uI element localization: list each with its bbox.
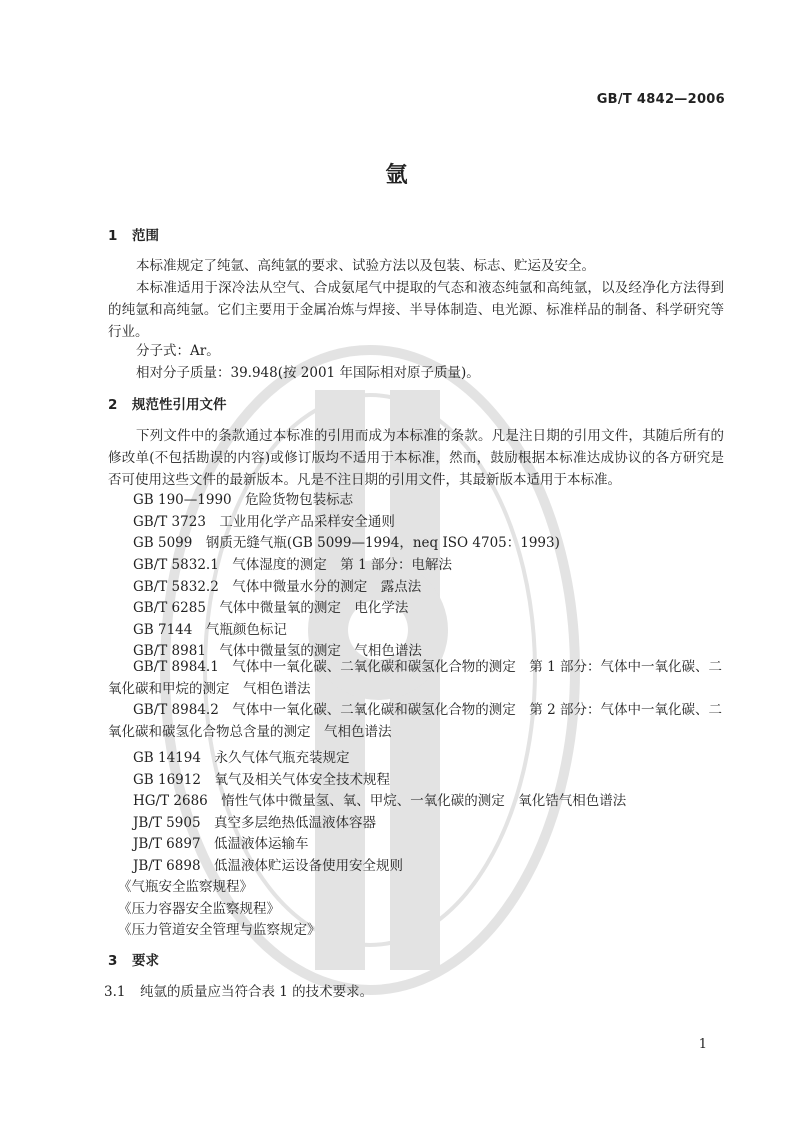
reference-item: GB/T 6285 气体中微量氧的测定 电化学法 xyxy=(133,600,409,616)
reference-item: GB 7144 气瓶颜色标记 xyxy=(133,622,287,638)
reference-item: 《压力容器安全监察规程》 xyxy=(118,901,280,917)
reference-item: GB/T 3723 工业用化学产品采样安全通则 xyxy=(133,514,395,530)
section-title: 要求 xyxy=(132,953,159,969)
reference-item: GB 190—1990 危险货物包装标志 xyxy=(133,492,354,508)
clause-3-1 xyxy=(104,980,373,1000)
reference-item: GB/T 8984.1 气体中一氧化碳、二氧化碳和碳氢化合物的测定 第 1 部分：气体中一氧化碳、二氧化碳和甲烷的测定 气相色谱法 xyxy=(108,659,722,697)
page-number: 1 xyxy=(698,1037,707,1052)
reference-item: GB/T 5832.1 气体湿度的测定 第 1 部分：电解法 xyxy=(133,557,452,573)
reference-item: 《压力管道安全管理与监察规定》 xyxy=(118,922,321,938)
scope-paragraph-2: 本标准适用于深冷法从空气、合成氨尾气中提取的气态和液态纯氩和高纯氩，以及经净化方法得到的纯氩和高纯氩。它们主要用于金属冶炼与焊接、半导体制造、电光源、标准样品的制备、科学研究等行业。 xyxy=(108,280,724,340)
reference-item: JB/T 6897 低温液体运输车 xyxy=(133,836,309,852)
clause-number: 3.1 xyxy=(104,984,126,1000)
reference-item: 《气瓶安全监察规程》 xyxy=(118,879,253,895)
reference-item: HG/T 2686 惰性气体中微量氢、氧、甲烷、一氧化碳的测定 氧化锆气相色谱法 xyxy=(133,793,627,809)
standard-code: GB/T 4842—2006 xyxy=(596,92,725,107)
references-intro: 下列文件中的条款通过本标准的引用而成为本标准的条款。凡是注日期的引用文件，其随后所有的修改单(不包括勘误的内容)或修订版均不适用于本标准，然而，鼓励根据本标准达成协议的各方研究是否可使用这些文件的最新版本。凡是不注日期的引用文件，其最新版本适用于本标准。 xyxy=(108,428,724,488)
clause-text: 纯氩的质量应当符合表 1 的技术要求。 xyxy=(140,984,374,1000)
reference-item: JB/T 6898 低温液体贮运设备使用安全规则 xyxy=(133,858,404,874)
reference-item: GB/T 8981 气体中微量氢的测定 气相色谱法 xyxy=(133,643,422,659)
section-2-heading xyxy=(108,393,227,413)
section-3-heading xyxy=(108,949,159,969)
reference-item: JB/T 5905 真空多层绝热低温液体容器 xyxy=(133,815,377,831)
scope-molecular-formula: 分子式：Ar。 xyxy=(136,343,220,359)
reference-item: GB 16912 氧气及相关气体安全技术规程 xyxy=(133,772,390,788)
section-title: 规范性引用文件 xyxy=(132,397,227,413)
document-title: 氩 xyxy=(385,162,408,188)
scope-molecular-mass: 相对分子质量：39.948(按 2001 年国际相对原子质量)。 xyxy=(136,365,480,381)
reference-item: GB 14194 永久气体气瓶充装规定 xyxy=(133,750,350,766)
reference-item: GB/T 5832.2 气体中微量水分的测定 露点法 xyxy=(133,579,422,595)
section-number: 1 xyxy=(108,228,118,244)
scope-paragraph-1: 本标准规定了纯氩、高纯氩的要求、试验方法以及包装、标志、贮运及安全。 xyxy=(136,258,595,274)
section-number: 2 xyxy=(108,397,118,413)
reference-item: GB/T 8984.2 气体中一氧化碳、二氧化碳和碳氢化合物的测定 第 2 部分：气体中一氧化碳、二氧化碳和碳氢化合物总含量的测定 气相色谱法 xyxy=(108,702,722,740)
reference-item: GB 5099 钢质无缝气瓶(GB 5099—1994，neq ISO 4705：1993) xyxy=(133,535,560,551)
section-title: 范围 xyxy=(132,228,159,244)
section-1-heading xyxy=(108,224,159,244)
section-number: 3 xyxy=(108,953,118,969)
